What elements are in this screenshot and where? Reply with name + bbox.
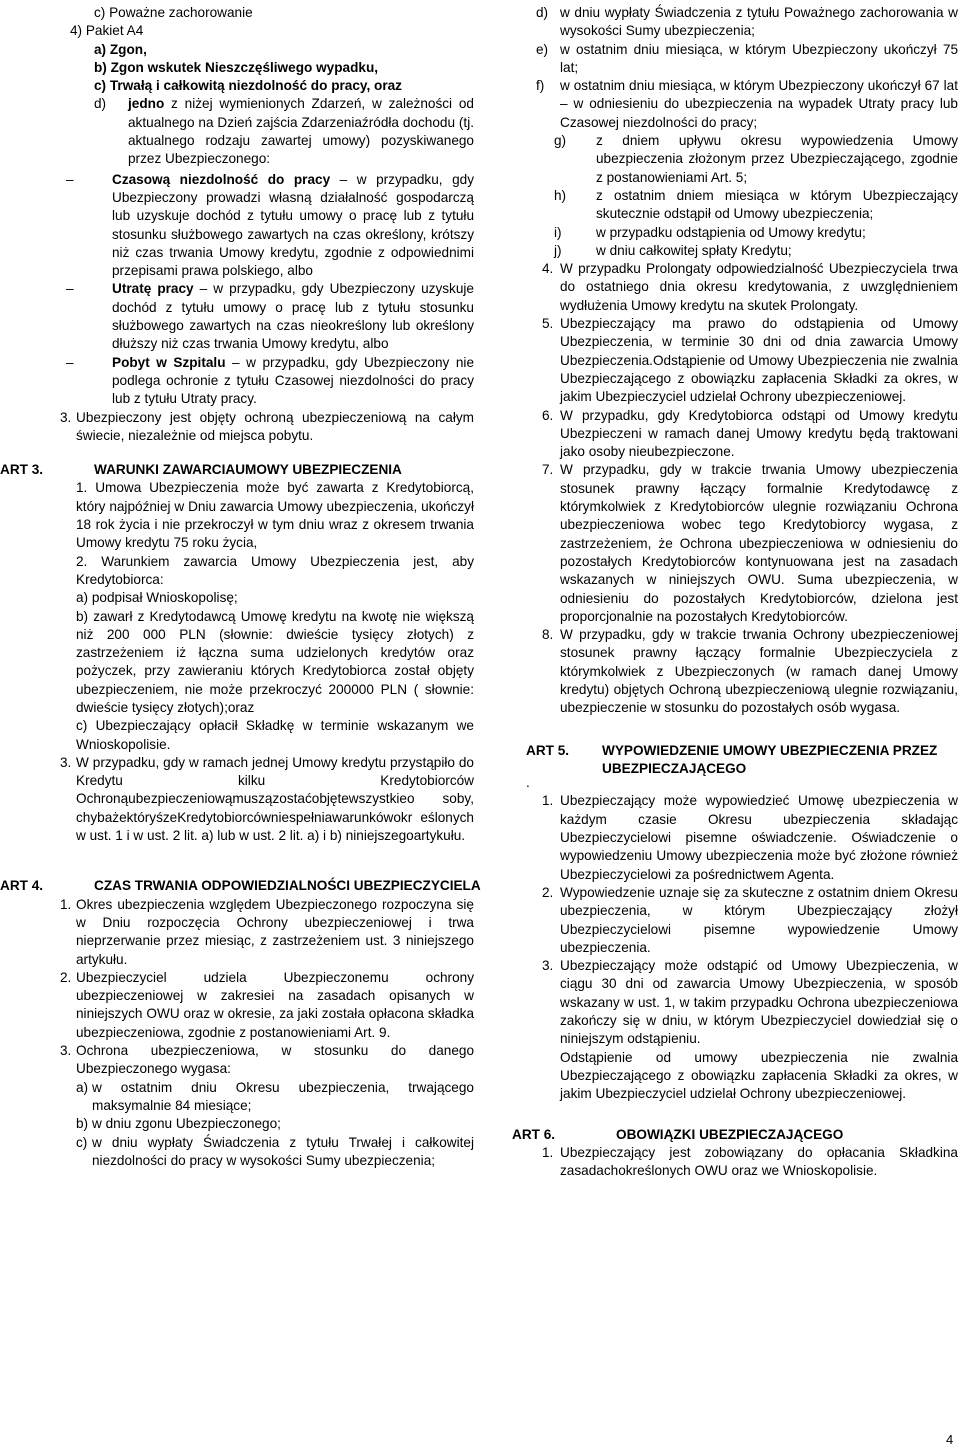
list-item-serious-illness: c) Poważne zachorowanie	[94, 5, 253, 20]
art3-para-2a: a) podpisał Wnioskopolisę;	[76, 590, 238, 606]
paragraph-7: 7. W przypadku, gdy w trakcie trwania Umowy ubezpieczenia stosunek prawny łączący formalnie Kredytodawcę z którymkolwiek z Kredytobiorców ulegnie rozwiązaniu Ochrona ubezpieczeniowa wobec tego Kredytobiorcy wygasa, z zastrzeżeniem, że Ochrona ubezpieczeniowa w odniesieniu do pozostałych Kredytobiorców kontynuowana jest na zasadach wskazanych w niniejszych OWU. Suma ubezpieczenia, w odniesieniu do pozostałych Kredytobiorców, dzielona jest proporcjonalnie na pozostałych Kredytobiorców.	[542, 462, 958, 624]
art4-para-2: 2. Ubezpieczyciel udziela Ubezpieczonemu ochrony ubezpieczeniowej w zakresiei na zasadach opisanych w niniejszych OWU oraz w okresie, za jaki została opłacona składka ubezpieczeniowa, zgodnie z postanowieniami Art. 9.	[60, 969, 474, 1040]
dash-item-job-loss: – Utratę pracy – w przypadku, gdy Ubezpieczony uzyskuje dochód z tytułu umowy o pracę lub z tytułu stosunku służbowego zawartych na czas nieokreślony lub określony dłuższy niż czas trwania Umowy kredytu, albo	[66, 281, 474, 352]
paragraph-5-withdrawal: 5. Ubezpieczający ma prawo do odstąpienia od Umowy Ubezpieczenia, w terminie 30 dni od dnia zawarcia Umowy Ubezpieczenia.Odstąpienie od Umowy Ubezpieczenia nie zwalnia Ubezpieczającego z obowiązku zapłacenia Składki za okres, w jakim Ubezpieczyciel udzielał Ochrony ubezpieczeniowej.	[542, 316, 958, 405]
art3-para-2c: c) Ubezpieczający opłacił Składkę w terminie wskazanym we Wnioskopolisie.	[76, 718, 474, 752]
art4-para-3a: a) w ostatnim dniu Okresu ubezpieczenia, trwającego maksymalnie 84 miesiące;	[76, 1079, 474, 1113]
list-item-disability: c) Trwałą i całkowitą niezdolność do pracy, oraz	[94, 78, 402, 94]
article-4-heading: ART 4. CZAS TRWANIA ODPOWIEDZIALNOŚCI UBEZPIECZYCIELA	[0, 878, 481, 894]
expiry-item-e: e) w ostatnim dniu miesiąca, w którym Ubezpieczony ukończył 75 lat;	[536, 41, 958, 75]
article-6-heading: ART 6. OBOWIĄZKI UBEZPIECZAJĄCEGO	[512, 1126, 844, 1142]
article-3-heading: ART 3. WARUNKI ZAWARCIAUMOWY UBEZPIECZENIA	[0, 462, 402, 478]
art5-para-1: 1. Ubezpieczający może wypowiedzieć Umowę ubezpieczenia w każdym czasie Okresu ubezpieczenia składając Ubezpieczycielowi pisemne oświadczenie. Oświadczenie o wypowiedzeniu Umowy ubezpieczenia może być złożone również Ubezpieczycielowi za pośrednictwem Agenta.	[542, 793, 958, 882]
paragraph-3-coverage: 3. Ubezpieczony jest objęty ochroną ubezpieczeniową na całym świecie, niezależnie od miejsca pobytu.	[60, 409, 474, 443]
article-5-dot: .	[526, 775, 530, 791]
art4-para-3c: c) w dniu wypłaty Świadczenia z tytułu Trwałej i całkowitej niezdolności do pracy w wysokości Sumy ubezpieczenia;	[76, 1134, 474, 1168]
list-item-death: a) Zgon,	[94, 41, 147, 57]
art3-para-2b: b) zawarł z Kredytodawcą Umowę kredytu na kwotę nie większą niż 200 000 PLN (słownie: dwieście tysięcy złotych) z zastrzeżeniem iż łączna suma udzielonych kredytów oraz pożyczek, przy zawieraniu których Kredytobiorca został objęty ubezpieczeniem, nie może przekroczyć 200000 PLN ( słownie: dwieście tysięcy złotych);oraz	[76, 608, 474, 715]
article-5-heading: ART 5. WYPOWIEDZENIE UMOWY UBEZPIECZENIA PRZEZ UBEZPIECZAJĄCEGO	[526, 742, 938, 776]
list-item-one-event: d) jedno z niżej wymienionych Zdarzeń, w zależności od aktualnego na Dzień zajścia Zdarzeniaźródła dochodu (tj. aktualnego rodzaju zawartej umowy) pozyskiwanego przez Ubezpieczonego:	[94, 96, 474, 167]
page-number: 4	[946, 1432, 954, 1447]
left-column	[0, 0, 481, 1168]
art4-para-1: 1. Okres ubezpieczenia względem Ubezpieczonego rozpoczyna się w Dniu rozpoczęcia Ochrony ubezpieczeniowej i trwa nieprzerwanie przez miesiąc, z zastrzeżeniem ust. 3 niniejszego artykułu.	[60, 896, 474, 967]
expiry-item-i: i) w przypadku odstąpienia od Umowy kredytu;	[554, 224, 866, 240]
package-a4-heading: 4) Pakiet A4	[70, 23, 144, 39]
expiry-item-h: h) z ostatnim dniem miesiąca w którym Ubezpieczający skutecznie odstąpił od Umowy ubezpieczenia;	[554, 187, 958, 222]
paragraph-6: 6. W przypadku, gdy Kredytobiorca odstąpi od Umowy kredytu Ubezpieczeni w ramach danej Umowy kredytu będą traktowani jako osoby nieubezpieczone.	[542, 407, 958, 460]
art3-para-3: 3. W przypadku, gdy w ramach jednej Umowy kredytu przystąpiło do Kredytu kilku Kredytobiorców Ochronąubezpieczeniowąmuszązostaćobjętewszystkieo soby, chybażektóryśzeKredytobiorcówniespełniawarunkówokr eślonych w ust. 1 i w ust. 2 lit. a) lub w ust. 2 lit. a) i b) niniejszegoartykułu.	[60, 754, 474, 844]
art5-para-3-continued: Odstąpienie od umowy ubezpieczenia nie zwalnia Ubezpieczającego z obowiązku zapłacenia Składki za okres, w jakim Ubezpieczyciel udzielał Ochrony ubezpieczeniowej.	[560, 1049, 958, 1102]
art4-para-3b: b) w dniu zgonu Ubezpieczonego;	[76, 1116, 281, 1132]
art5-para-2: 2. Wypowiedzenie uznaje się za skuteczne z ostatnim dniem Okresu ubezpieczenia, w którym Ubezpieczający złożył Ubezpieczycielowi pisemne wypowiedzenie Umowy ubezpieczenia.	[542, 884, 958, 955]
art3-para-2: 2. Warunkiem zawarcia Umowy Ubezpieczenia jest, aby Kredytobiorca:	[76, 553, 474, 587]
art3-para-1: 1. Umowa Ubezpieczenia może być zawarta z Kredytobiorcą, który najpóźniej w Dniu zawarcia Umowy ubezpieczenia, ukończył 18 rok życia i nie przekroczył w tym dniu wraz z okresem trwania Umowy kredytu 75 roku życia,	[76, 480, 474, 551]
art4-para-3: 3. Ochrona ubezpieczeniowa, w stosunku do danego Ubezpieczonego wygasa:	[60, 1043, 474, 1077]
right-column	[512, 0, 958, 1179]
expiry-item-j: j) w dniu całkowitej spłaty Kredytu;	[554, 242, 792, 258]
art6-para-1: 1. Ubezpieczający jest zobowiązany do opłacania Składkina zasadachokreślonych OWU oraz we Wnioskopolisie.	[542, 1144, 958, 1179]
paragraph-8: 8. W przypadku, gdy w trakcie trwania Ochrony ubezpieczeniowej stosunek prawny łączący formalnie Ubezpieczyciela z którymkolwiek z Ubezpieczonych (w ramach danej Umowy kredytu) objętych Ochroną ubezpieczeniową ulegnie rozwiązaniu, ubezpieczenie w stosunku do pozostałych osób wygasa.	[542, 627, 958, 716]
expiry-item-g: g) z dniem upływu okresu wypowiedzenia Umowy ubezpieczenia złożonym przez Ubezpieczającego, zgodnie z postanowieniami Art. 5;	[554, 133, 958, 185]
art5-para-3: 3. Ubezpieczający może odstąpić od Umowy Ubezpieczenia, w ciągu 30 dni od zawarcia Umowy Ubezpieczenia, w sposób wskazany w ust. 1, w takim przypadku Ochrona ubezpieczeniowa zakończy się w dniu, w którym Ubezpieczyciel dowiedział się o niniejszym odstąpieniu.	[542, 958, 958, 1047]
dash-item-hospital: – Pobyt w Szpitalu – w przypadku, gdy Ubezpieczony nie podlega ochronie z tytułu Czasowej niezdolności do pracy lub z tytułu Utraty pracy.	[66, 354, 475, 407]
list-item-accident-death: b) Zgon wskutek Nieszczęśliwego wypadku,	[94, 59, 379, 75]
paragraph-4-prolongation: 4. W przypadku Prolongaty odpowiedzialność Ubezpieczyciela trwa do ostatniego dnia okresu kredytowania, z uwzględnieniem wydłużenia Umowy kredytu na skutek Prolongaty.	[542, 261, 958, 313]
expiry-item-f: f) w ostatnim dniu miesiąca, w którym Ubezpieczony ukończył 67 lat – w odniesieniu do ubezpieczenia na wypadek Utraty pracy lub Czasowej niezdolności do pracy;	[536, 78, 958, 130]
expiry-item-d: d) w dniu wypłaty Świadczenia z tytułu Poważnego zachorowania w wysokości Sumy ubezpieczenia;	[536, 5, 958, 39]
dash-item-temp-disability: – Czasową niezdolność do pracy – w przypadku, gdy Ubezpieczony prowadzi własną działalność gospodarczą lub uzyskuje dochód z tytułu umowy o pracę lub z tytułu stosunku służbowego zawartych na czas określony, krótszy niż czas trwania Umowy kredytu, zgodnie z odpowiednimi przepisami prawa polskiego, albo	[66, 171, 474, 279]
